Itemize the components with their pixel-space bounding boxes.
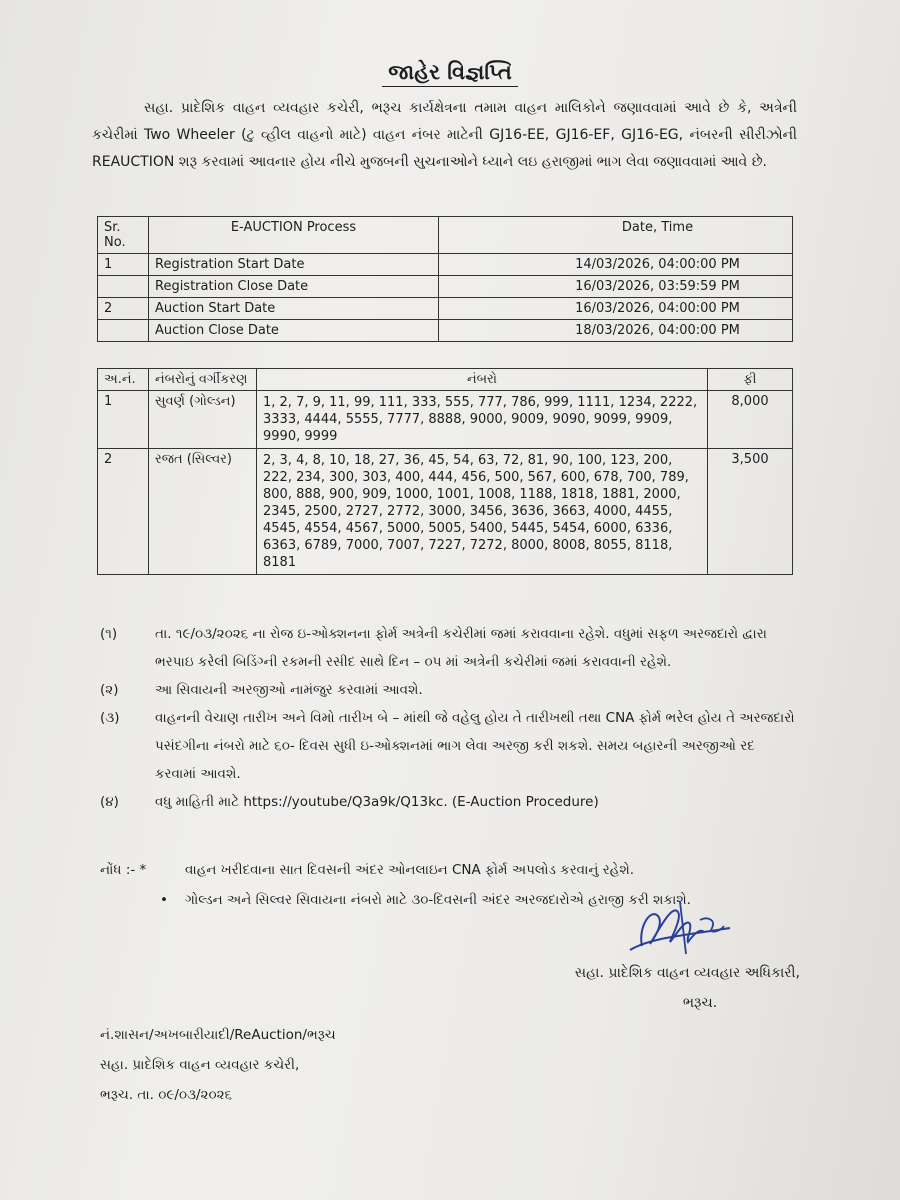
- notes-list: [100, 620, 795, 816]
- header-cell: ફી: [708, 369, 793, 391]
- officer-block: [540, 958, 800, 1018]
- officer-title: સહા. પ્રાદેશિક વાહન વ્યવહાર અધિકારી,: [574, 965, 800, 981]
- header-cell: E-AUCTION Process: [149, 217, 439, 254]
- sr-cell: 1: [98, 254, 149, 276]
- notice-title: જાહેર વિજ્ઞપ્તિ: [0, 60, 900, 85]
- header-cell: Sr. No.: [98, 217, 149, 254]
- value-cell: 14/03/2026, 04:00:00 PM: [439, 254, 793, 276]
- value-cell: 16/03/2026, 04:00:00 PM: [439, 298, 793, 320]
- table-row: [98, 254, 793, 276]
- officer-city: ભરૂચ.: [682, 995, 718, 1011]
- sr-cell: 2: [98, 449, 149, 575]
- bullet-icon: •: [160, 892, 168, 908]
- note-text: વધુ માહિતી માટે https://youtube/Q3a9k/Q13kc. (E-Auction Procedure): [155, 794, 599, 810]
- category-cell: રજત (સિલ્વર): [149, 449, 257, 575]
- nondh-text: વાહન ખરીદવાના સાત દિવસની અંદર ઓનલાઇન CNA ફોર્મ અપલોડ કરવાનું રહેશે.: [185, 862, 635, 878]
- label-cell: Registration Start Date: [149, 254, 439, 276]
- fee-cell: 3,500: [708, 449, 793, 575]
- label-cell: Auction Close Date: [149, 320, 439, 342]
- note-text: વાહનની વેચાણ તારીખ અને વિમો તારીખ બે – માંથી જે વહેલુ હોય તે તારીખથી તથા CNA ફોર્મ ભરેલ હોય તે અરજદારો પસંદગીના નંબરો માટે ૬૦- દિવસ સુધી ઇ-ઓક્શનમાં ભાગ લેવા અરજી કરી શકશે. સમય બહારની અરજીઓ રદ કરવામાં આવશે.: [155, 710, 795, 782]
- intro-paragraph: સહા. પ્રાદેશિક વાહન વ્યવહાર કચેરી, ભરૂચ કાર્યક્ષેત્રના તમામ વાહન માલિકોને જણાવવામાં આવે છે કે, અત્રેની કચેરીમાં Two Wheeler (ટુ વ્હીલ વાહનો માટે) વાહન નંબર માટેની GJ16-EE, GJ16-EF, GJ16-EG, નંબરની સીરીઝોની REAUCTION શરૂ કરવામાં આવનાર હોય નીચે મુજબની સુચનાઓને ધ્યાને લઇ હરાજીમાં ભાગ લેવા જણાવવામાં આવે છે.: [92, 100, 797, 170]
- note-text: આ સિવાયની અરજીઓ નામંજુર કરવામાં આવશે.: [155, 682, 423, 698]
- table-row: [98, 449, 793, 575]
- sr-cell: [98, 320, 149, 342]
- list-item: [100, 620, 795, 676]
- office-name: સહા. પ્રાદેશિક વાહન વ્યવહાર કચેરી,: [100, 1057, 300, 1073]
- list-item: [100, 704, 795, 788]
- header-cell: અ.નં.: [98, 369, 149, 391]
- header-cell: નંબરોનું વર્ગીકરણ: [149, 369, 257, 391]
- table-header-row: [98, 369, 793, 391]
- nondh-label: નોંધ :- *: [100, 862, 147, 878]
- sr-cell: [98, 276, 149, 298]
- header-cell: નંબરો: [257, 369, 708, 391]
- issue-date: ભરૂચ. તા. ૦૯/૦૩/૨૦૨૬: [100, 1087, 233, 1103]
- value-cell: 16/03/2026, 03:59:59 PM: [439, 276, 793, 298]
- note-number: (૧): [100, 626, 118, 642]
- numbers-cell: 1, 2, 7, 9, 11, 99, 111, 333, 555, 777, 786, 999, 1111, 1234, 2222, 3333, 4444, 5555, 7777, 8888, 9000, 9009, 9090, 9099, 9909, 9990, 9999: [257, 391, 708, 449]
- header-cell: Date, Time: [439, 217, 793, 254]
- note-number: (૨): [100, 682, 119, 698]
- label-cell: Registration Close Date: [149, 276, 439, 298]
- auction-process-table: [97, 216, 793, 342]
- sr-cell: 1: [98, 391, 149, 449]
- fees-table: [97, 368, 793, 575]
- reference-number: નં.શાસન/અખબારીયાદી/ReAuction/ભરૂચ: [100, 1027, 336, 1043]
- note-text: તા. ૧૯/૦૩/૨૦૨૬ ના રોજ ઇ-ઓક્શનના ફોર્મ અત્રેની કચેરીમાં જમાં કરાવવાના રહેશે. વધુમાં સફળ અરજદારો દ્વારા ભરપાઇ કરેલી બિડિંગ્ની રકમની રસીદ સાથે દિન – ૦૫ માં અત્રેની કચેરીમાં જમાં કરાવવાની રહેશે.: [155, 626, 767, 670]
- category-cell: સુવર્ણ (ગોલ્ડન): [149, 391, 257, 449]
- value-cell: 18/03/2026, 04:00:00 PM: [439, 320, 793, 342]
- signature: [620, 898, 740, 958]
- footer-block: [100, 1020, 336, 1110]
- list-item: [100, 788, 795, 816]
- table-header-row: [98, 217, 793, 254]
- table-row: [98, 298, 793, 320]
- fee-cell: 8,000: [708, 391, 793, 449]
- table-row: [98, 391, 793, 449]
- sr-cell: 2: [98, 298, 149, 320]
- nondh-text: ગોલ્ડન અને સિલ્વર સિવાયના નંબરો માટે ૩૦-દિવસની અંદર અરજદારોએ હરાજી કરી શકાશે.: [185, 892, 691, 908]
- note-number: (૩): [100, 710, 120, 726]
- numbers-cell: 2, 3, 4, 8, 10, 18, 27, 36, 45, 54, 63, 72, 81, 90, 100, 123, 200, 222, 234, 300, 303, 400, 444, 456, 500, 567, 600, 678, 700, 789, 800, 888, 900, 909, 1000, 1001, 1008, 1188, 1818, 1881, 2000, 2345, 2500, 2727, 2772, 3000, 3456, 3636, 3663, 4000, 4455, 4545, 4554, 4567, 5000, 5005, 5400, 5445, 5454, 6000, 6336, 6363, 6789, 7000, 7007, 7227, 7272, 8000, 8008, 8055, 8118, 8181: [257, 449, 708, 575]
- label-cell: Auction Start Date: [149, 298, 439, 320]
- list-item: [100, 676, 795, 704]
- list-item: [100, 855, 800, 885]
- table-row: [98, 276, 793, 298]
- table-row: [98, 320, 793, 342]
- note-number: (૪): [100, 794, 119, 810]
